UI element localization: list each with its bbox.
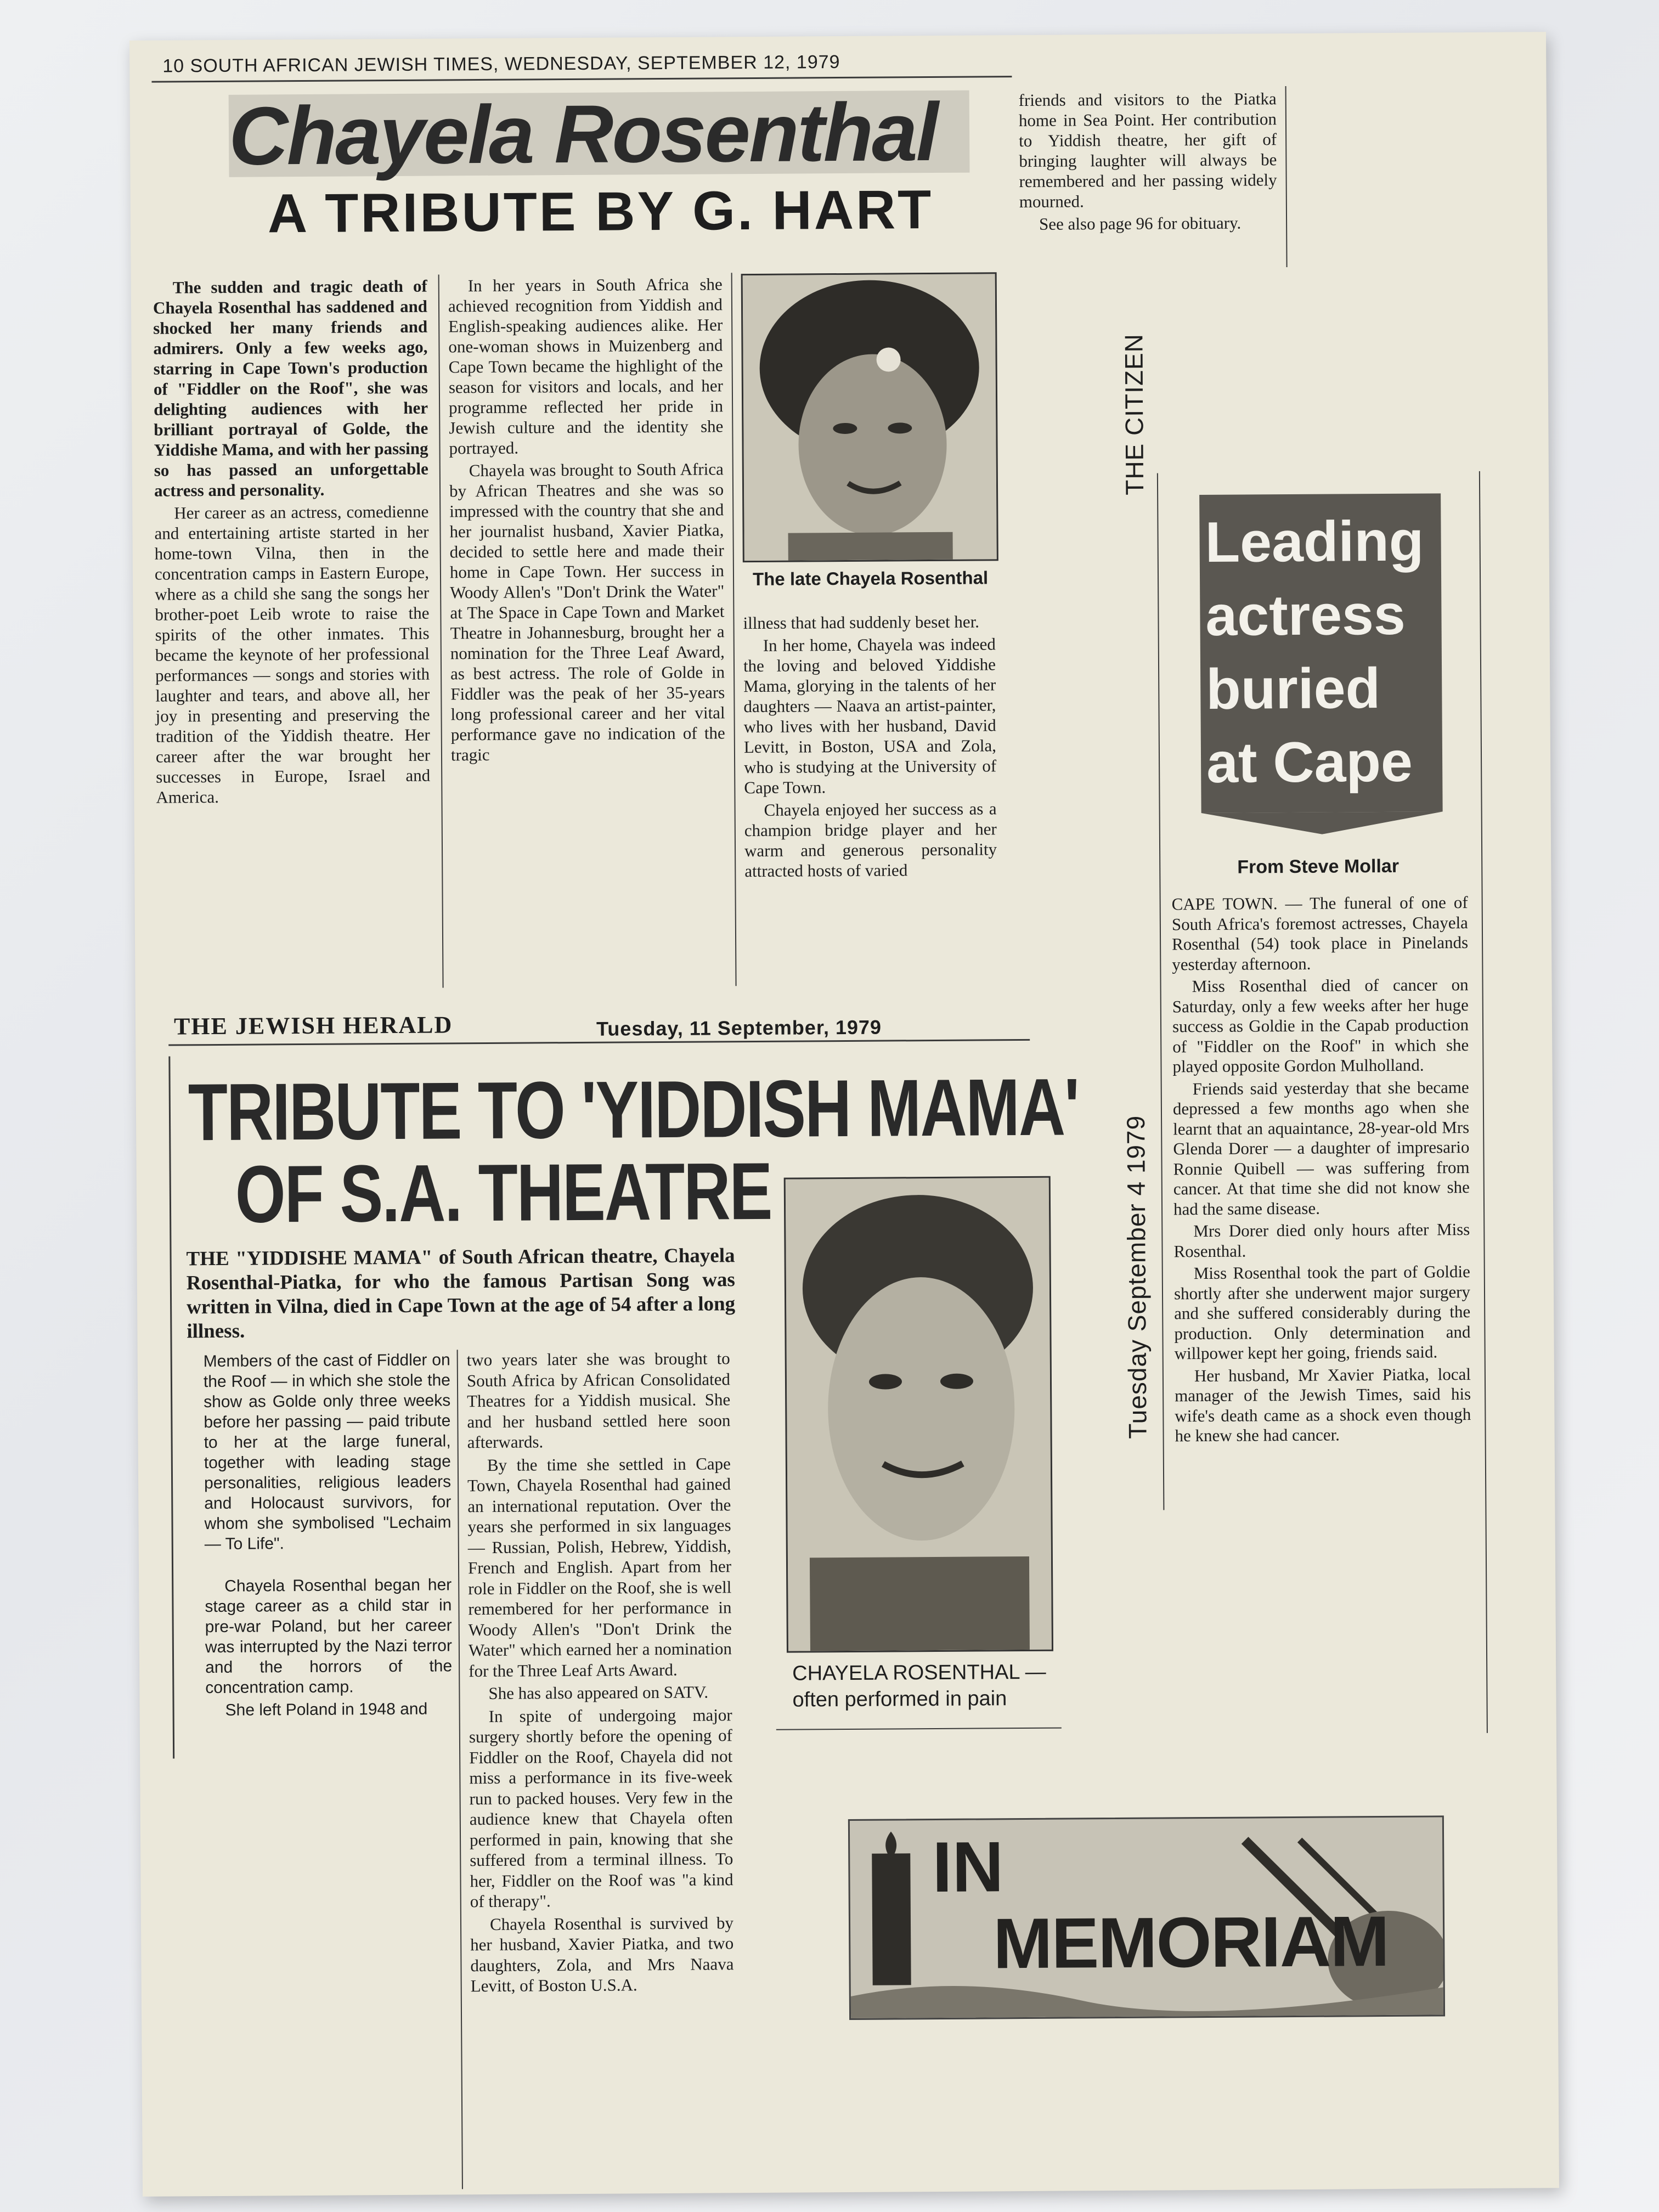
clip3-headline-notch bbox=[1201, 811, 1443, 835]
clip3-paragraph: CAPE TOWN. — The funeral of one of South Africa's foremost actresses, Chayela Rosenthal (54) took place in Pinelands yesterday afternoon. bbox=[1171, 893, 1469, 974]
clip1-paragraph: Her career as an actress, comedienne and entertaining artiste started in her home-town Vilna, then in the concentration camps in Eastern Europe, where as a child she sang the songs her brother-poet Leib wrote to raise the spirits of the other inmates. This became the keynote of her professional performances — songs and stories with laughter and tears, and above all, her joy in presenting and preserving the tradition of the Yiddish theatre. Her career after the war brought her successes in Europe, Israel and America. bbox=[154, 501, 431, 807]
clip3-paragraph: Friends said yesterday that she became depressed a few months ago when she learnt that an aquaintance, 28-year-old Mrs Glenda Dorer — a daughter of impresario Ronnie Quibell — was suffering from cancer. At that time she did not know she had the same disease. bbox=[1172, 1077, 1470, 1218]
clip1-column-4 bbox=[1019, 88, 1278, 236]
clip1-subtitle: A TRIBUTE BY G. HART bbox=[267, 178, 934, 245]
clip2-title-line-2: OF S.A. THEATRE bbox=[235, 1146, 772, 1240]
clip3-paper-name: THE CITIZEN bbox=[1119, 333, 1149, 495]
column-rule bbox=[731, 273, 737, 986]
clip2-paragraph: In spite of undergoing major surgery shortly before the opening of Fiddler on the Roof, Chayela did not miss a performance in its five-week run to packed houses. Very few in the audience knew that Chayela often performed in pain, knowing that she suffered from a terminal illness. To her, Fiddler on the Roof was "a kind of therapy". bbox=[469, 1705, 733, 1911]
portrait-image bbox=[786, 1178, 1052, 1651]
clip2-column-1 bbox=[204, 1350, 453, 1723]
clip1-column-1 bbox=[153, 276, 431, 810]
clip3-paragraph: Mrs Dorer died only hours after Miss Rosenthal. bbox=[1173, 1220, 1470, 1261]
clip1-title: Chayela Rosenthal bbox=[228, 85, 938, 182]
clip2-portrait-photo bbox=[784, 1176, 1053, 1653]
clip2-paragraph: She has also appeared on SATV. bbox=[488, 1682, 709, 1703]
clip1-paragraph: See also page 96 for obituary. bbox=[1039, 213, 1242, 234]
clip1-paragraph: friends and visitors to the Piatka home in Sea Point. Her contribution to Yiddish theatre, her gift of bringing laughter will always be remembered and her passing widely mourned. bbox=[1018, 89, 1277, 212]
clip3-paragraph: Her husband, Mr Xavier Piatka, local manager of the Jewish Times, said his wife's death came as a shock even though he knew she had cancer. bbox=[1175, 1364, 1471, 1446]
clip1-column-3 bbox=[743, 611, 997, 883]
clip3-headline-line: actress bbox=[1205, 583, 1406, 648]
clip2-paragraph: Members of the cast of Fiddler on the Roof — in which she stole the show as Golde only three weeks before her passing — paid tribute to her at the large funeral, together with leading stage personalities, religious leaders and Holocaust survivors, for whom she symbolised "Lechaim — To Life". bbox=[203, 1351, 452, 1554]
in-memoriam-box bbox=[848, 1815, 1445, 2020]
clip3-paragraph: Miss Rosenthal died of cancer on Saturday, only a few weeks after her huge success as Goldie in the Capab production of "Fiddler on the Roof" in which she played opposite Gordon Mulholland. bbox=[1172, 975, 1469, 1076]
clip3-paragraph: Miss Rosenthal took the part of Goldie shortly after she underwent major surgery and she suffered considerably during the production. Only determination and willpower kept her going, friends said. bbox=[1173, 1262, 1471, 1363]
column-rule bbox=[1285, 86, 1288, 267]
clip2-column-2 bbox=[467, 1348, 734, 1998]
clip2-date: Tuesday, 11 September, 1979 bbox=[596, 1015, 882, 1040]
column-rule bbox=[438, 274, 444, 988]
clip1-column-2 bbox=[448, 274, 725, 767]
clip2-paragraph: two years later she was brought to South Africa by African Consolidated Theatres for a Yiddish musical. She and her husband settled here soon afterwards. bbox=[466, 1348, 731, 1452]
caption-rule bbox=[776, 1728, 1062, 1730]
clip2-masthead: THE JEWISH HERALD bbox=[173, 1011, 453, 1040]
clip3-headline-line: buried bbox=[1205, 657, 1381, 721]
clip3-headline-line: at Cape bbox=[1206, 730, 1413, 795]
column-rule bbox=[1479, 471, 1488, 1733]
clip1-portrait-photo bbox=[741, 272, 998, 562]
clip3-headline-line: Leading bbox=[1205, 509, 1424, 574]
clip3-body bbox=[1172, 893, 1471, 1448]
in-memoriam-line-1: IN bbox=[932, 1826, 1004, 1908]
clip1-photo-caption: The late Chayela Rosenthal bbox=[752, 567, 989, 590]
portrait-image bbox=[743, 274, 997, 561]
newspaper-clippings-sheet bbox=[129, 32, 1559, 2197]
clip3-headline bbox=[1199, 493, 1443, 811]
clip2-paragraph: She left Poland in 1948 and bbox=[225, 1700, 428, 1719]
clip3-headline-box bbox=[1199, 493, 1443, 813]
column-rule bbox=[457, 1350, 463, 2189]
clip1-header-rule bbox=[151, 76, 1012, 83]
clip1-paragraph: Chayela was brought to South Africa by African Theatres and she was so impressed with the country that she and her journalist husband, Xavier Piatka, decided to settle here and made their home in Cape Town. Her success in Woody Allen's "Don't Drink the Water" at The Space in Cape Town and Market Theatre in Johannesburg, brought her a nomination for the Three Leaf Award, as best actress. The role of Golde in Fiddler was the peak of her 35-years long professional career and her vital performance gave no indication of the tragic bbox=[449, 459, 725, 765]
clip1-paragraph: The sudden and tragic death of Chayela Rosenthal has saddened and shocked her many friends and admirers. Only a few weeks ago, starring in Cape Town's production of "Fiddler on the Roof", she was delighting audiences with her brilliant portrayal of Golde, the Yiddishe Mama, and with her passing so has passed an unforgettable actress and personality. bbox=[153, 276, 428, 500]
clip1-paragraph: In her years in South Africa she achieved recognition from Yiddish and English-speaking audiences alike. Her one-woman shows in Muizenberg and Cape Town became the highlight of the season for visitors and locals, and her programme reflected her pride in Jewish culture and the identity she portrayed. bbox=[448, 274, 724, 458]
clip2-left-rule bbox=[168, 1057, 174, 1759]
clip1-paragraph: In her home, Chayela was indeed the loving and beloved Yiddishe Mama, glorying in the talents of her daughters — Naava an artist-painter, who lives with her husband, David Levitt, in Boston, USA and Zola, who is studying at the University of Cape Town. bbox=[743, 634, 997, 798]
clip2-paragraph: Chayela Rosenthal began her stage career as a child star in pre-war Poland, but her career was interrupted by the Nazi terror and the horrors of the concentration camp. bbox=[205, 1576, 453, 1697]
clip2-photo-caption: CHAYELA ROSENTHAL — often performed in pain bbox=[792, 1660, 1046, 1712]
clip1-title-band bbox=[228, 85, 970, 182]
clip1-paragraph: illness that had suddenly beset her. bbox=[743, 612, 980, 633]
clip2-paragraph: By the time she settled in Cape Town, Chayela Rosenthal had gained an international reputation. Over the years she performed in six languages — Russian, Polish, Hebrew, Yiddish, French and English. Apart from her role in Fiddler on the Roof, she is well remembered for her performance in Woody Allen's "Don't Drink the Water" which earned her a nomination for the Three Leaf Arts Award. bbox=[467, 1453, 732, 1680]
clip3-byline: From Steve Mollar bbox=[1237, 855, 1400, 878]
clip2-lede: THE "YIDDISHE MAMA" of South African theatre, Chayela Rosenthal-Piatka, for who the famous Partisan Song was written in Vilna, died in Cape Town at the age of 54 after a long illness. bbox=[186, 1244, 736, 1343]
column-rule bbox=[1157, 473, 1165, 1510]
clip2-title-line-1: TRIBUTE TO 'YIDDISH MAMA' bbox=[188, 1062, 1079, 1158]
clip2-paragraph: Chayela Rosenthal is survived by her husband, Xavier Piatka, and two daughters, Zola, and Mrs Naava Levitt, of Boston U.S.A. bbox=[470, 1912, 734, 1996]
in-memoriam-line-2: MEMORIAM bbox=[992, 1900, 1389, 1984]
clip1-header: 10 SOUTH AFRICAN JEWISH TIMES, WEDNESDAY, SEPTEMBER 12, 1979 bbox=[162, 52, 840, 77]
clip1-paragraph: Chayela enjoyed her success as a champion bridge player and her warm and generous personality attracted hosts of varied bbox=[744, 799, 997, 881]
clip3-date: Tuesday September 4 1979 bbox=[1121, 1115, 1152, 1439]
